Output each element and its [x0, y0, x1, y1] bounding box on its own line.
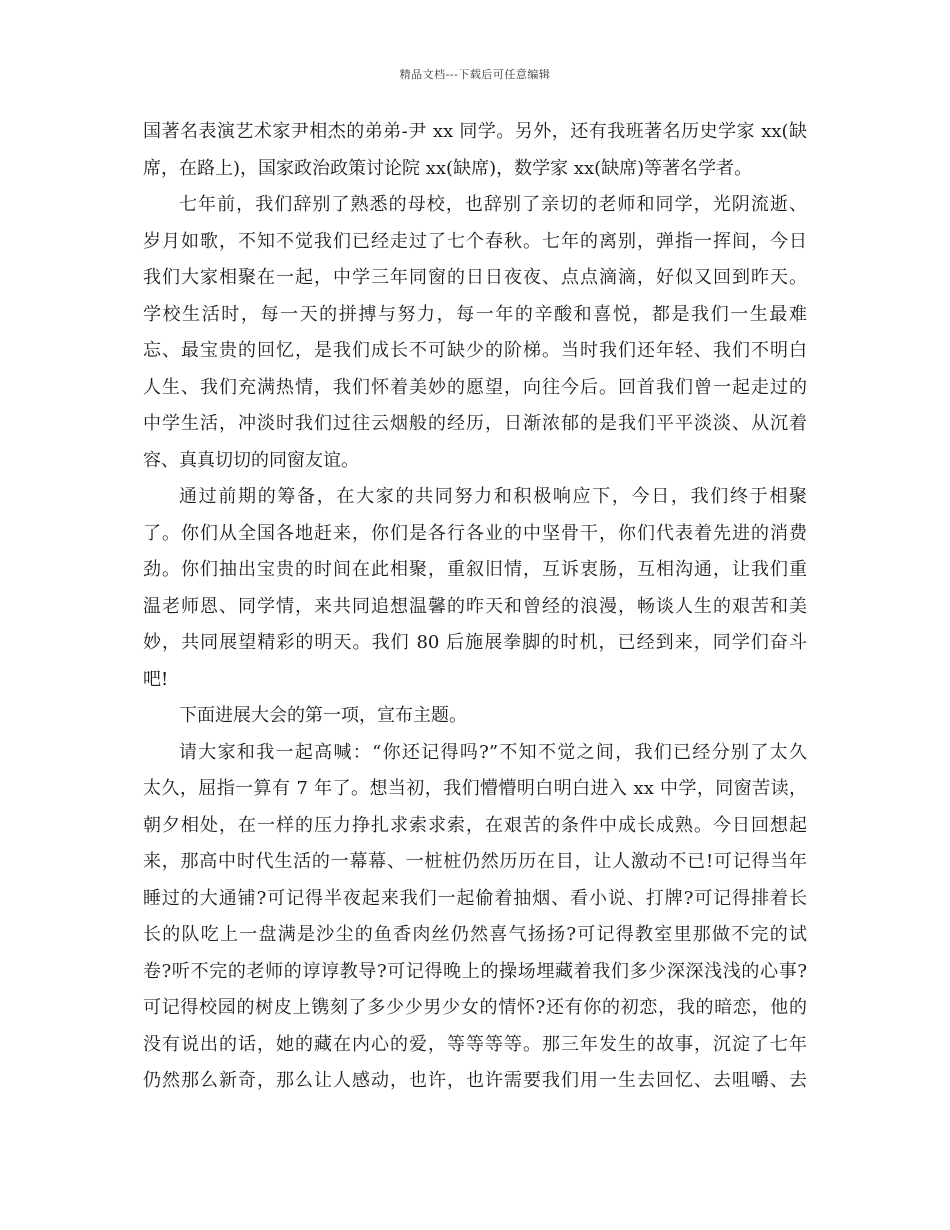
document-body: [143, 114, 807, 1100]
text-line: 妙，共同展望精彩的明天。我们 80 后施展拳脚的时机，已经到来，同学们奋斗: [143, 632, 807, 653]
text-line: 人生、我们充满热情，我们怀着美妙的愿望，向往今后。回首我们曾一起走过的: [143, 376, 807, 398]
text-line: 可记得校园的树皮上镌刻了多少少男少女的情怀?还有你的初恋，我的暗恋，他的: [143, 997, 807, 1018]
text-line: 来，那高中时代生活的一幕幕、一桩桩仍然历历在目，让人激动不已!可记得当年: [143, 851, 807, 872]
page-header: 精品文档---下载后可任意编辑: [399, 68, 551, 81]
text-line: 温老师恩、同学情，来共同追想温馨的昨天和曾经的浪漫，畅谈人生的艰苦和美: [143, 595, 807, 617]
text-line: 通过前期的筹备，在大家的共同努力和积极响应下，今日，我们终于相聚: [179, 486, 807, 507]
text-line: 我们大家相聚在一起，中学三年同窗的日日夜夜、点点滴滴，好似又回到昨天。: [143, 267, 807, 288]
text-line: 卷?听不完的老师的谆谆教导?可记得晚上的操场埋藏着我们多少深深浅浅的心事?: [143, 960, 807, 982]
text-line: 岁月如歌，不知不觉我们已经走过了七个春秋。七年的离别，弹指一挥间，今日: [143, 230, 807, 252]
text-line: 仍然那么新奇，那么让人感动，也许，也许需要我们用一生去回忆、去咀嚼、去: [143, 1070, 807, 1091]
text-line: 请大家和我一起高喊：“你还记得吗?”不知不觉之间，我们已经分别了太久: [179, 741, 807, 763]
text-line: 了。你们从全国各地赶来，你们是各行各业的中坚骨干，你们代表着先进的消费: [143, 522, 807, 544]
text-line: 睡过的大通铺?可记得半夜起来我们一起偷着抽烟、看小说、打牌?可记得排着长: [143, 887, 807, 909]
text-line: 长的队吃上一盘满是沙尘的鱼香肉丝仍然喜气扬扬?可记得教室里那做不完的试: [143, 924, 807, 945]
text-line: 忘、最宝贵的回忆，是我们成长不可缺少的阶梯。当时我们还年轻、我们不明白: [143, 340, 807, 361]
text-line: 劲。你们抽出宝贵的时间在此相聚，重叙旧情，互诉衷肠，互相沟通，让我们重: [143, 559, 807, 580]
text-line: 容、真真切切的同窗友谊。: [143, 449, 359, 471]
text-line: 席，在路上)，国家政治政策讨论院 xx(缺席)，数学家 xx(缺席)等著名学者。: [143, 157, 753, 179]
text-line: 学校生活时，每一天的拼搏与努力，每一年的辛酸和喜悦，都是我们一生最难: [143, 303, 807, 325]
text-line: 朝夕相处，在一样的压力挣扎求索求索，在艰苦的条件中成长成熟。今日回想起: [143, 814, 807, 836]
text-line: 中学生活，冲淡时我们过往云烟般的经历，日渐浓郁的是我们平平淡淡、从沉着: [143, 413, 807, 434]
text-line: 太久，屈指一算有 7 年了。想当初，我们懵懵明白明白进入 xx 中学，同窗苦读，: [143, 778, 807, 799]
text-line: 没有说出的话，她的藏在内心的爱，等等等等。那三年发生的故事，沉淀了七年: [143, 1033, 807, 1055]
text-line: 吧!: [143, 668, 169, 690]
text-line: 下面进展大会的第一项，宣布主题。: [179, 705, 467, 726]
text-line: 七年前，我们辞别了熟悉的母校，也辞别了亲切的老师和同学，光阴流逝、: [179, 194, 807, 215]
text-line: 国著名表演艺术家尹相杰的弟弟-尹 xx 同学。另外，还有我班著名历史学家 xx(缺: [143, 121, 807, 142]
